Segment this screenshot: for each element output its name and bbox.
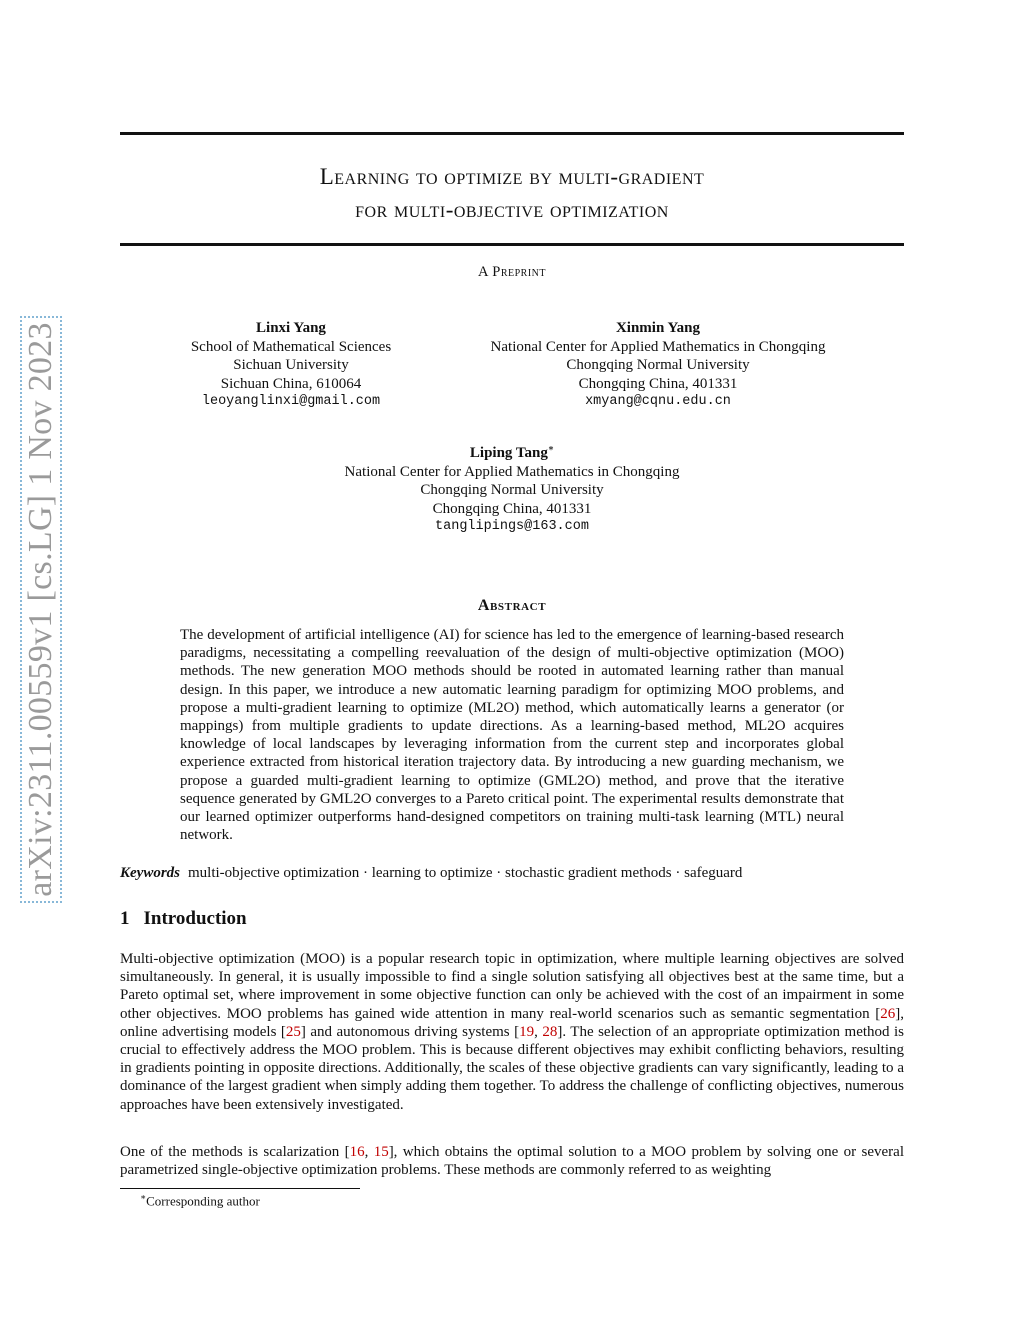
author-name: Xinmin Yang (615, 320, 701, 336)
paragraph-text: , (364, 1144, 374, 1160)
author-affiliation: School of Mathematical Sciences (190, 338, 392, 355)
title-bottom-rule (120, 243, 904, 246)
keywords-list: multi-objective optimization · learning to optimize · stochastic gradient methods · safeguard (188, 865, 743, 881)
author-name-row (262, 439, 762, 463)
section-heading (120, 908, 247, 930)
paper-title (120, 160, 904, 226)
author-affiliation: Sichuan University (233, 357, 349, 373)
keywords-row (120, 864, 904, 882)
abstract-text: The development of artificial intelligence (AI) for science has led to the emergence of learning-based research paradigms, necessitating a compelling reevaluation of the design of multi-objective optimization (MOO) methods. The new generation MOO methods should be rooted in automated learning rather than manual design. In this paper, we introduce a new automatic learning paradigm for optimizing MOO problems, and propose a multi-gradient learning to optimize (ML2O) method, which automatically learns a generator (or mappings) from multiple gradients to update directions. As a learning-based method, ML2O acquires knowledge of local landscapes by leveraging information from the current step and incorporates global experience extracted from historical iteration trajectory data. By introducing a new guarding mechanism, we propose a guarded multi-gradient learning to optimize (GML2O) method, and prove that the iterative sequence generated by GML2O converges to a Pareto critical point. The experimental results demonstrate that our learned optimizer outperforms hand-designed competitors on training multi-task learning (MTL) neural network. (180, 627, 844, 844)
citation-link[interactable]: 15 (373, 1144, 389, 1160)
footnote-mark: ∗ (140, 1192, 147, 1202)
author-affiliation: National Center for Applied Mathematics in Chongqing (490, 338, 826, 355)
author-name: Liping Tang (469, 445, 548, 461)
author-affiliation: Chongqing China, 401331 (432, 500, 592, 517)
paragraph-text: One of the methods is scalarization [ (120, 1144, 350, 1160)
footnote (140, 1192, 260, 1209)
footnote-text: Corresponding author (146, 1193, 260, 1209)
author-block-3 (262, 439, 762, 537)
paragraph-text: ], which obtains the optimal solution to a MOO problem by solving one or several parametrized single-objective optimization problems. These methods are commonly referred to as weighting (120, 1144, 905, 1179)
abstract-heading: Abstract (477, 597, 547, 614)
citation-link[interactable]: 26 (880, 1005, 896, 1022)
citation-link[interactable]: 19 (519, 1023, 535, 1040)
author-email[interactable]: tanglipings@163.com (435, 519, 589, 534)
intro-paragraph-1 (120, 950, 904, 1114)
paragraph-text: ]. The selection of an appropriate optimization method is crucial to effectively address the MOO problem. This is because different objectives may exhibit conflicting behaviors, resulting in gradients pointing in opposite directions. Additionally, the scales of these objective gradients can vary significantly, leading to a dominance of the largest gradient when simply adding them together. To address the challenge of conflicting objectives, numerous approaches have been extensively investigated. (120, 1023, 904, 1113)
arxiv-stamp-label: arXiv:2311.00559v1 [cs.LG] 1 Nov 2023 (20, 316, 62, 903)
footnote-mark[interactable]: ∗ (547, 443, 555, 453)
footnote-rule (120, 1188, 360, 1189)
author-name: Linxi Yang (256, 320, 326, 336)
author-block-2 (452, 319, 864, 412)
author-affiliation: Sichuan China, 610064 (220, 375, 362, 392)
citation-link[interactable]: 28 (542, 1023, 558, 1040)
author-block-1 (160, 319, 422, 412)
preprint-label: A Preprint (477, 264, 547, 280)
title-top-rule (120, 132, 904, 135)
paragraph-text: , (534, 1023, 543, 1040)
author-affiliation: Chongqing China, 401331 (578, 375, 738, 392)
author-affiliation: Chongqing Normal University (566, 357, 750, 373)
author-email[interactable]: xmyang@cqnu.edu.cn (585, 394, 731, 409)
intro-paragraph-2 (120, 1143, 904, 1179)
citation-link[interactable]: 25 (285, 1023, 301, 1040)
paragraph-text: ] and autonomous driving systems [ (300, 1023, 520, 1040)
section-number: 1 (120, 908, 130, 929)
paragraph-text: Multi-objective optimization (MOO) is a popular research topic in optimization, where multiple learning objectives are solved simultaneously. In general, it is usually impossible to find a single solution satisfying all objectives best at the same time, but a Pareto optimal set, where improvement in some objective function can only be achieved with the cost of an impairment in some other objectives. MOO problems has gained wide attention in many real-world scenarios such as semantic segmentation [ (120, 951, 904, 1022)
author-email[interactable]: leoyanglinxi@gmail.com (201, 394, 381, 409)
title-line-2: for multi-objective optimization (355, 197, 669, 222)
author-affiliation: National Center for Applied Mathematics in Chongqing (344, 463, 680, 480)
section-title: Introduction (143, 908, 247, 929)
title-line-1: Learning to optimize by multi-gradient (319, 164, 705, 189)
paragraph-text: ], online advertising models [ (120, 1005, 904, 1040)
author-affiliation: Chongqing Normal University (420, 482, 604, 498)
keywords-label: Keywords (120, 865, 180, 881)
citation-link[interactable]: 16 (349, 1144, 365, 1160)
